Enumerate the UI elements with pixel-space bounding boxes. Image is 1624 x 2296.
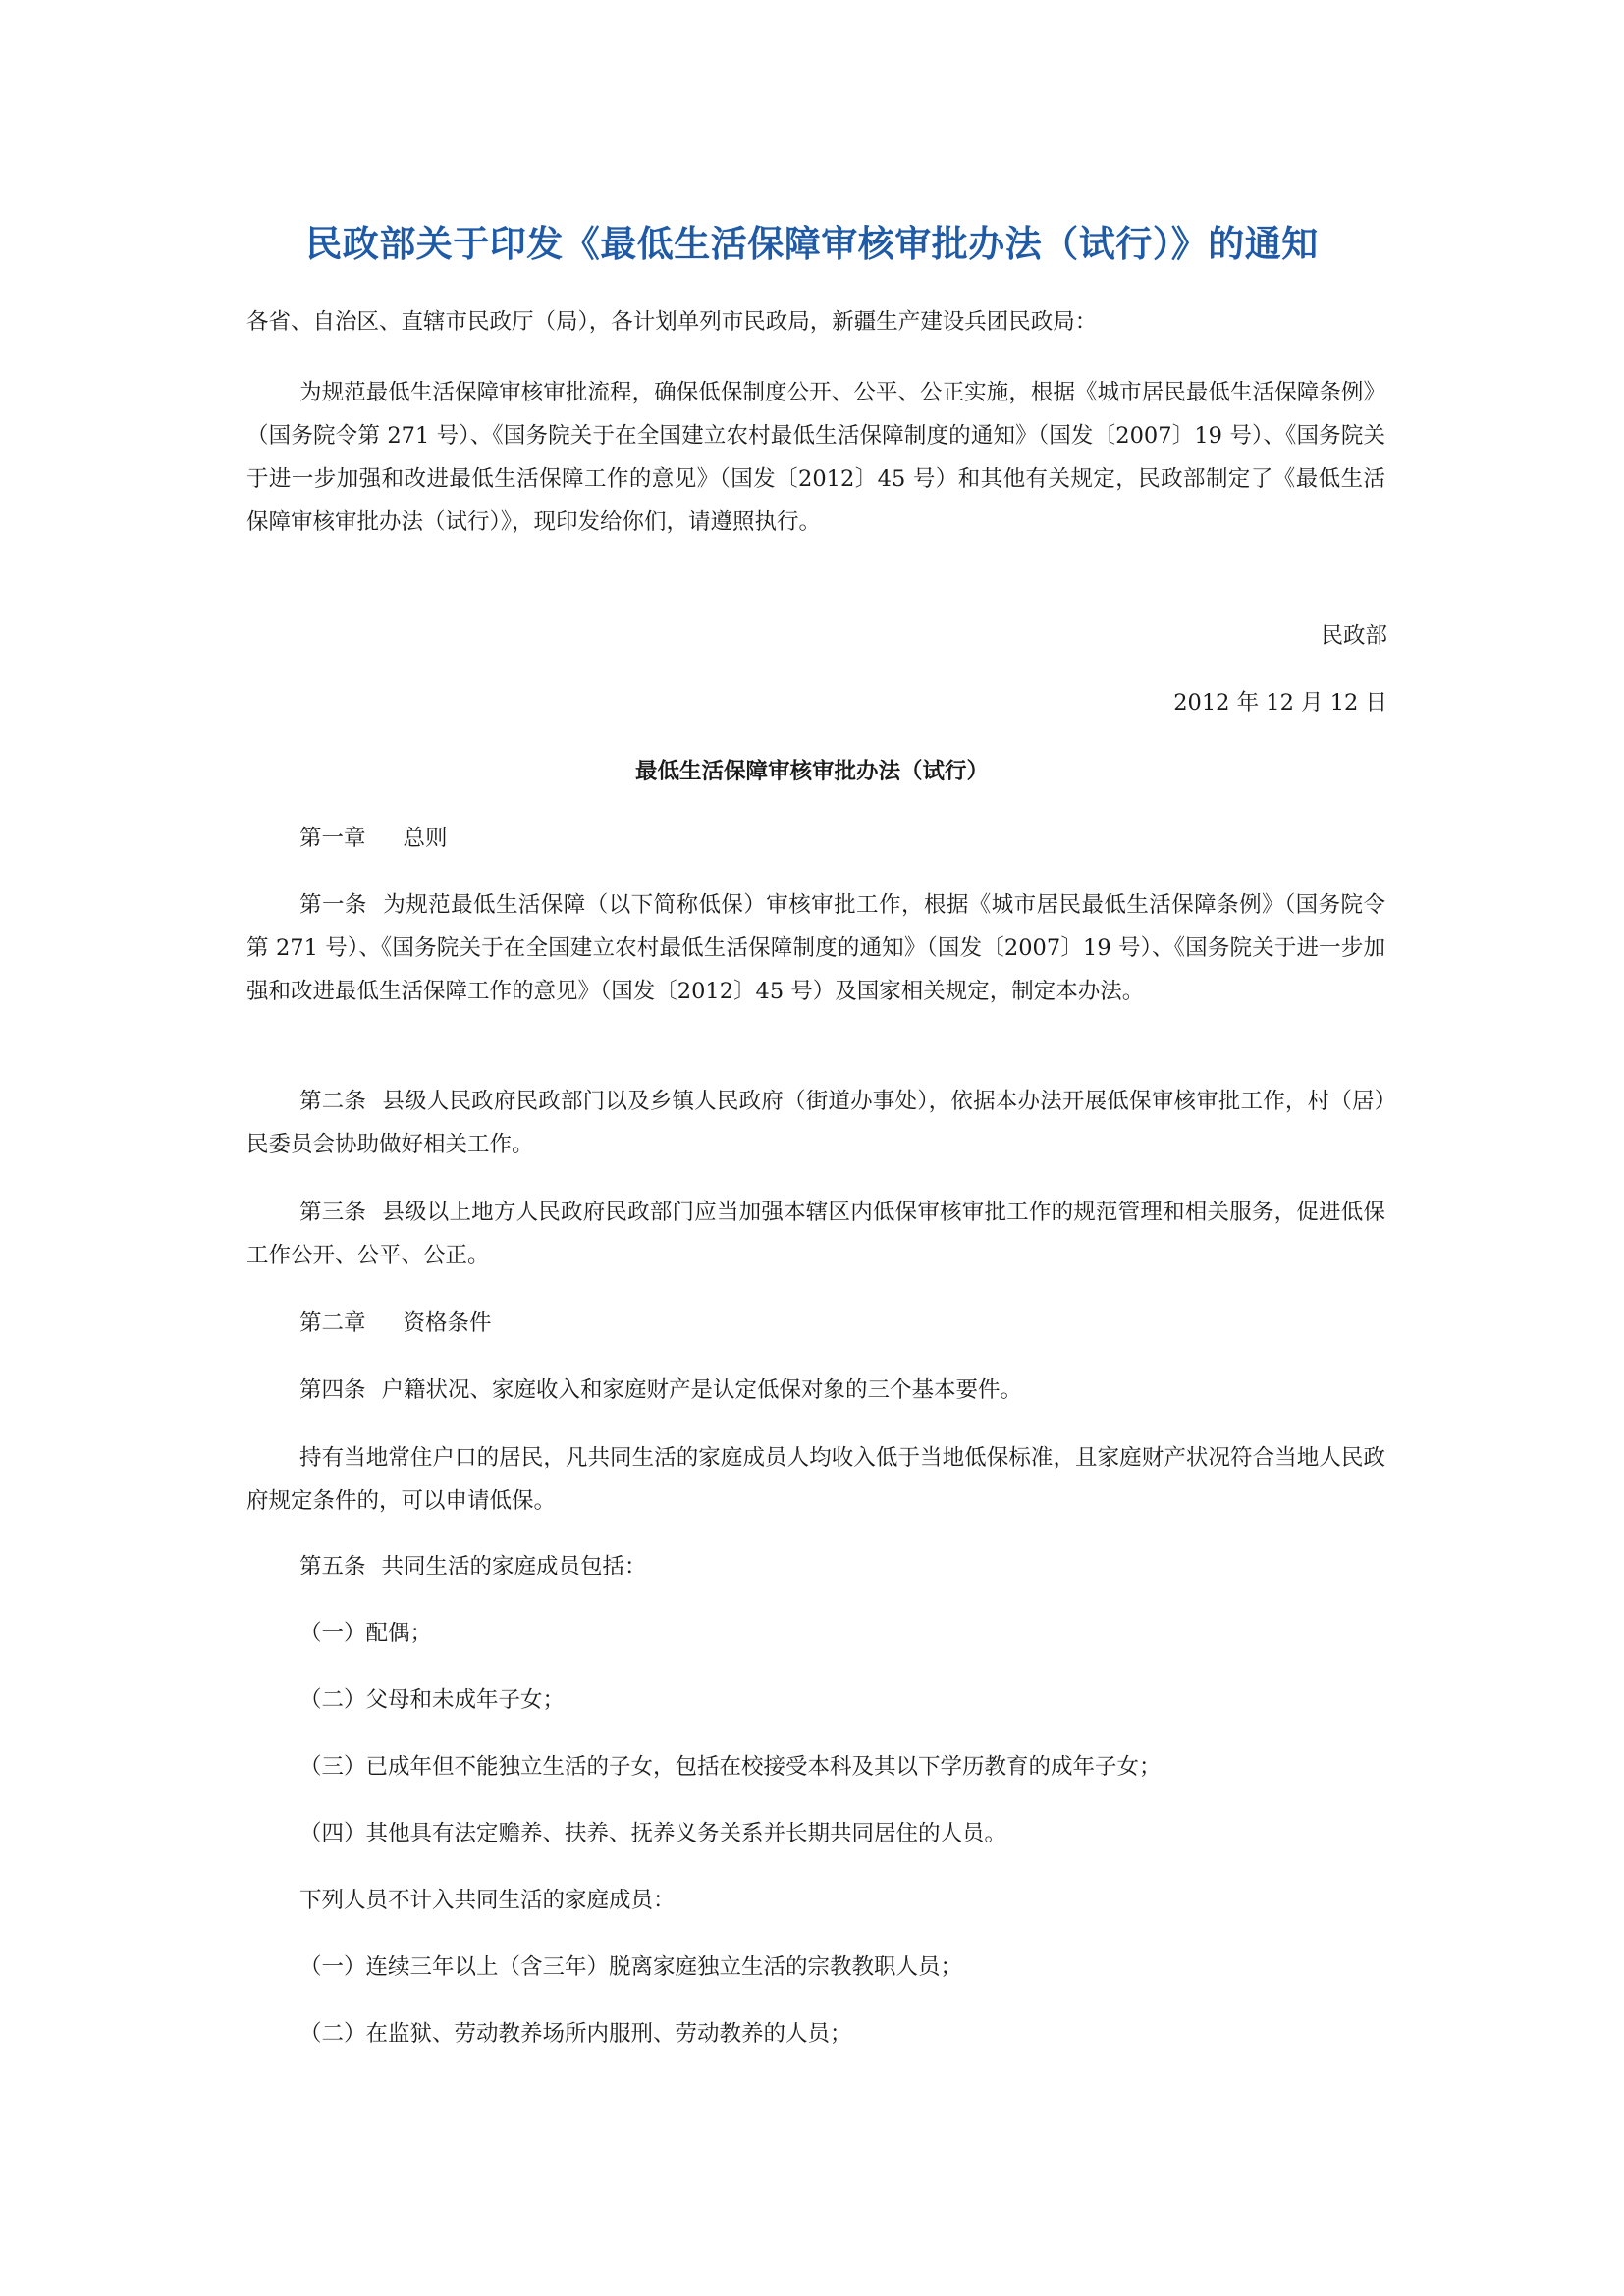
member-item-3: （三）已成年但不能独立生活的子女，包括在校接受本科及其以下学历教育的成年子女； (299, 1754, 1162, 1780)
article-3-number: 第三条 (299, 1200, 367, 1225)
article-4-number: 第四条 (299, 1377, 366, 1403)
excluded-item-2: （二）在监狱、劳动教养场所内服刑、劳动教养的人员； (299, 2021, 852, 2047)
excluded-item-1: （一）连续三年以上（含三年）脱离家庭独立生活的宗教教职人员； (299, 1954, 963, 1980)
excluded-intro: 下列人员不计入共同生活的家庭成员： (299, 1888, 676, 1913)
article-5 (246, 1545, 1385, 1588)
chapter-1-number: 第一章 (299, 826, 366, 851)
article-2 (246, 1080, 1385, 1166)
issue-date: 2012 年 12 月 12 日 (1173, 690, 1387, 716)
chapter-1-name: 总则 (403, 826, 448, 851)
article-2-text: 县级人民政府民政部门以及乡镇人民政府（街道办事处），依据本办法开展低保审核审批工作，村（居）民委员会协助做好相关工作。 (246, 1089, 1385, 1157)
article-1 (246, 883, 1385, 1013)
article-4-text: 户籍状况、家庭收入和家庭财产是认定低保对象的三个基本要件。 (381, 1377, 1023, 1403)
member-item-1: （一）配偶； (299, 1621, 433, 1646)
intro-paragraph: 为规范最低生活保障审核审批流程，确保低保制度公开、公平、公正实施，根据《城市居民最低生活保障条例》（国务院令第 271 号）、《国务院关于在全国建立农村最低生活保障制度的通知》（国发〔2007〕19 号）、《国务院关于进一步加强和改进最低生活保障工作的意见》（国发〔2012〕45 号）和其他有关规定，民政部制定了《最低生活保障审核审批办法（试行）》，现印发给你们，请遵照执行。 (246, 380, 1385, 535)
article-5-number: 第五条 (299, 1554, 366, 1579)
article-1-text: 为规范最低生活保障（以下简称低保）审核审批工作，根据《城市居民最低生活保障条例》（国务院令第 271 号）、《国务院关于在全国建立农村最低生活保障制度的通知》（国发〔2007〕19 号）、《国务院关于进一步加强和改进最低生活保障工作的意见》（国发〔2012〕45 号）及国家相关规定，制定本办法。 (246, 892, 1385, 1004)
member-item-2: （二）父母和未成年子女； (299, 1687, 566, 1713)
article-4-paragraph-2: 持有当地常住户口的居民，凡共同生活的家庭成员人均收入低于当地低保标准，且家庭财产状况符合当地人民政府规定条件的，可以申请低保。 (246, 1445, 1385, 1514)
chapter-2-name: 资格条件 (403, 1310, 492, 1336)
chapter-2-number: 第二章 (299, 1310, 366, 1336)
document-title: 民政部关于印发《最低生活保障审核审批办法（试行）》的通知 (305, 223, 1319, 265)
article-3 (246, 1191, 1385, 1277)
article-1-number: 第一条 (299, 892, 367, 918)
article-2-number: 第二条 (299, 1089, 367, 1114)
addressee: 各省、自治区、直辖市民政厅（局），各计划单列市民政局，新疆生产建设兵团民政局： (246, 309, 1098, 335)
chapter-2-heading (299, 1302, 492, 1345)
article-4 (246, 1368, 1385, 1412)
member-item-4: （四）其他具有法定赡养、扶养、抚养义务关系并长期共同居住的人员。 (299, 1821, 1007, 1846)
article-3-text: 县级以上地方人民政府民政部门应当加强本辖区内低保审核审批工作的规范管理和相关服务，促进低保工作公开、公平、公正。 (246, 1200, 1385, 1268)
signature: 民政部 (1321, 623, 1387, 649)
chapter-1-heading (299, 817, 448, 860)
regulation-title: 最低生活保障审核审批办法（试行） (634, 759, 989, 784)
article-5-text: 共同生活的家庭成员包括： (381, 1554, 647, 1579)
